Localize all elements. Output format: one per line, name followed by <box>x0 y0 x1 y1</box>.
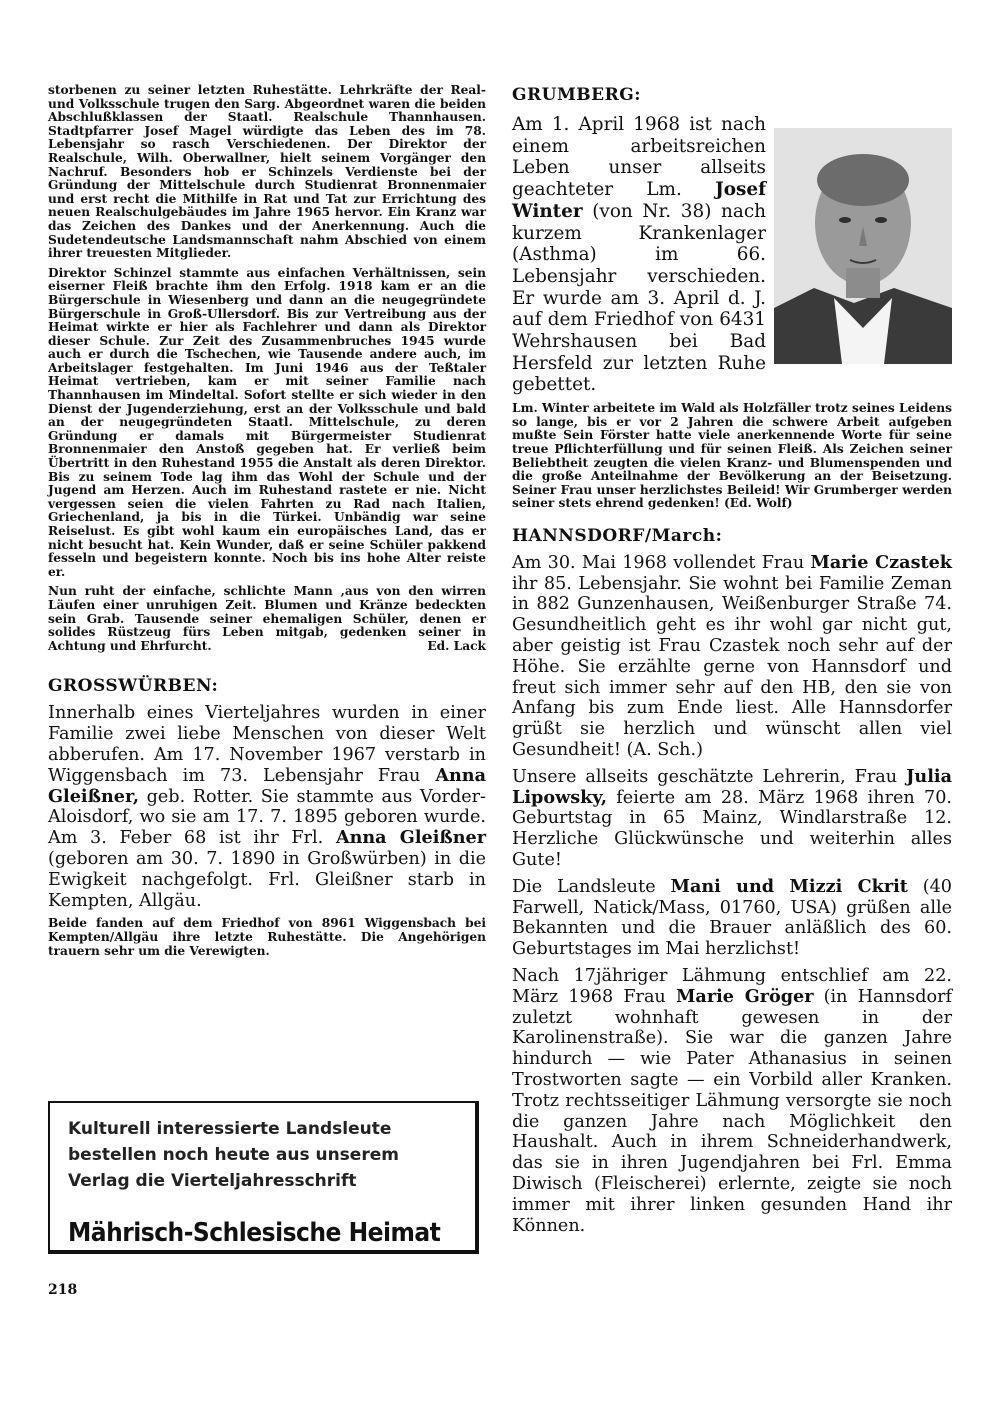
name-mani-mizzi-ckrit: Mani und Mizzi Ckrit <box>670 875 908 897</box>
text-run: Am 30. Mai 1968 vollendet Frau <box>512 552 811 573</box>
name-marie-groeger: Marie Gröger <box>675 985 814 1007</box>
ad-line-1: Kulturell interessierte Landsleute <box>68 1119 392 1139</box>
ad-line-3: Verlag die Vierteljahresschrift <box>68 1171 357 1191</box>
schinzel-closing-text: Nun ruht der einfache, schlichte Mann ,aus von den wirren Läufen einer unruhigen Zeit. Blumen und Kränze bedeckten sein Grab. Tausende seiner ehemaligen Schüler, denen er solides Rüstzeug fürs Leben mitgab, gedenken seiner in Achtung und Ehrfurcht. <box>48 584 486 653</box>
text-run: (40 Farwell, Natick/Mass, 01760, USA) grüßen alle Bekannten und die Brauer anläßlich des 60. Geburtstages im Mai herzlichst! <box>512 876 952 960</box>
name-josef-winter: Josef Winter <box>512 179 766 222</box>
text-run: Die Landsleute <box>512 876 671 897</box>
hannsdorf-paragraph-1 <box>512 553 952 761</box>
grosswuerben-paragraph-1 <box>48 703 486 911</box>
page-number: 218 <box>48 1282 78 1298</box>
text-run: (von Nr. 38) nach kurzem Krankenlager (Asthma) im 66. Lebensjahr verschieden. Er wurde am 3. April d. J. auf dem Friedhof von 6431 Wehrshausen bei Bad Hersfeld zur letzten Ruhe gebettet. <box>512 200 766 396</box>
text-run: Innerhalb eines Vierteljahres wurden in einer Familie zwei liebe Menschen von dieser Welt abberufen. Am 17. November 1967 verstarb in Wiggensbach im 73. Lebensjahr Frau <box>48 703 486 786</box>
text-run: ihr 85. Lebensjahr. Sie wohnt bei Familie Zeman in 882 Gunzenhausen, Weißenburger Straße 74. Gesundheitlich geht es ihr wohl gar nicht gut, aber geistig ist Frau Czastek noch sehr auf der Höhe. Sie erzählte gerne von Hannsdorf und freut sich immer sehr auf den HB, den sie von Anfang bis zum Ende liest. Alle Hannsdorfer grüßt sie herzlich und wünscht allen viel Gesundheit! (A. Sch.) <box>512 573 952 761</box>
advertisement-box <box>48 1101 479 1254</box>
schinzel-obituary-paragraph-2: Direktor Schinzel stammte aus einfachen Verhältnissen, sein eiserner Fleiß brachte ihm den Erfolg. 1918 kam er an die Bürgerschule in Wiesenberg und dann an die neugegründete Bürgerschule in Groß-Ullersdorf. Bis zur Vertreibung aus der Heimat wirkte er hier als Fachlehrer und dann als Direktor dieser Schule. Zur Zeit des Zusammenbruches 1945 wurde auch er durch die Tschechen, wie Tausende andere auch, im Arbeitslager festgehalten. Im Juni 1946 aus der Teßtaler Heimat vertrieben, kam er mit seiner Familie nach Thannhausen im Mindeltal. Sofort stellte er sich wieder in den Dienst der Jugenderziehung, erst an der Volksschule und bald an der neugegründeten Staatl. Mittelschule, zu deren Gründung er damals mit Bürgermeister Studienrat Bronnenmaier den Anstoß gegeben hat. Er verließ beim Übertritt in den Ruhestand 1955 die Anstalt als deren Direktor. Bis zu seinem Tode lag ihm das Wohl der Schule und der Jugend am Herzen. Auch im Ruhestand rastete er nie. Nicht vergessen seien die vielen Fahrten zu Rad nach Italien, Griechenland, ja bis in die Türkei. Unbändig war seine Reiselust. Es gibt wohl kaum ein europäisches Land, das er nicht besucht hat. Kein Wunder, daß er seine Schüler pakkend fesseln und begeistern konnte. Noch bis ins hohe Alter reiste er. <box>48 265 486 579</box>
section-heading-grosswuerben: GROSSWÜRBEN: <box>48 676 219 697</box>
name-marie-czastek: Marie Czastek <box>810 551 952 573</box>
author-signature: Ed. Lack <box>427 638 486 653</box>
ad-line-2: bestellen noch heute aus unserem <box>68 1145 399 1165</box>
text-run: geb. Rotter. Sie stammte aus Vorder-Aloisdorf, wo sie am 17. 7. 1895 geboren wurde. Am 3. Feber 68 ist ihr Frl. <box>48 786 486 849</box>
text-run: (in Hannsdorf zuletzt wohnhaft gewesen in der Karolinenstraße). Sie war die ganzen Jahre hindurch — wie Pater Athanasius in seinen Trostworten sagte — ein Vorbild aller Kranken. Trotz rechtsseitiger Lähmung versorgte sie noch die ganzen Jahre nach Möglichkeit den Haushalt. Auch in ihrem Schneiderhandwerk, das sie in ihren Jugendjahren bei Frl. Emma Diwisch (Fleischerei) erlernte, zeigte sie noch immer mit ihrer linken gesunden Hand ihr Können. <box>512 986 952 1236</box>
text-run: feierte am 28. März 1968 ihren 70. Geburtstag in 65 Mainz, Windlarstraße 12. Herzliche Glückwünsche und weiterhin alles Gute! <box>512 787 952 871</box>
left-column <box>48 84 486 958</box>
grosswuerben-paragraph-2: Beide fanden auf dem Friedhof von 8961 Wiggensbach bei Kempten/Allgäu ihre letzte Ruhestätte. Die Angehörigen trauern sehr um die Verewigten. <box>48 916 486 958</box>
name-anna-gleissner-2: Anna Gleißner <box>335 827 486 849</box>
section-heading-hannsdorf: HANNSDORF/March: <box>512 525 723 546</box>
section-heading-grumberg: GRUMBERG: <box>512 85 642 105</box>
schinzel-obituary-paragraph-1: storbenen zu seiner letzten Ruhestätte. Lehrkräfte der Real- und Volksschule trugen den Sarg. Abgeordnet waren die beiden Abschlußklassen der Staatl. Realschule Thannhausen. Stadtpfarrer Josef Magel würdigte das Leben des im 78. Lebensjahr so rasch Verschiedenen. Der Direktor der Realschule, Wilh. Oberwallner, hielt seinem Vorgänger den Nachruf. Besonders hob er Schinzels Verdienste bei der Gründung der Mittelschule durch Studienrat Bronnenmaier und erst recht die Mithilfe in Rat und Tat zur Errichtung des neuen Realschulgebäudes im Jahre 1965 hervor. Ein Kranz war das Zeichen des Dankes und der Anerkennung. Auch die Sudetendeutsche Landsmannschaft nahm Abschied von einem ihrer treuesten Mitglieder. <box>48 83 486 261</box>
portrait-photo <box>774 128 952 364</box>
text-run: Unsere allseits geschätzte Lehrerin, Frau <box>512 766 907 787</box>
hannsdorf-paragraph-4 <box>512 966 952 1236</box>
name-julia-lipowsky: Julia Lipowsky, <box>512 765 952 808</box>
schinzel-obituary-paragraph-3 <box>48 585 486 653</box>
hannsdorf-paragraph-3 <box>512 877 952 960</box>
hannsdorf-paragraph-2 <box>512 767 952 871</box>
portrait-image <box>774 128 952 364</box>
right-column <box>512 84 952 1236</box>
text-run: (geboren am 30. 7. 1890 in Großwürben) in die Ewigkeit nachgefolgt. Frl. Gleißner starb in Kempten, Allgäu. <box>48 848 486 911</box>
text-run: Am 1. April 1968 ist nach einem arbeitsreichen Leben unser allseits geachteter Lm. <box>512 114 766 201</box>
grumberg-paragraph-2: Lm. Winter arbeitete im Wald als Holzfäller trotz seines Leidens so lange, bis er vor 2 Jahren die schwere Arbeit aufgeben mußte Sein Förster hatte viele anerkennende Worte für seine treue Pflichterfüllung und für seinen Fleiß. Als Zeichen seiner Beliebtheit zeugten die vielen Kranz- und Blumenspenden und die große Anteilnahme der Bevölkerung an der Beisetzung. Seiner Frau unser herzlichstes Beileid! Wir Grumberger werden seiner stets ehrend gedenken! (Ed. Wolf) <box>512 401 952 511</box>
name-anna-gleissner-1: Anna Gleißner, <box>48 764 486 807</box>
ad-title: Mährisch-Schlesische Heimat <box>68 1218 441 1248</box>
text-run: Nach 17jähriger Lähmung entschlief am 22. März 1968 Frau <box>512 966 952 1007</box>
